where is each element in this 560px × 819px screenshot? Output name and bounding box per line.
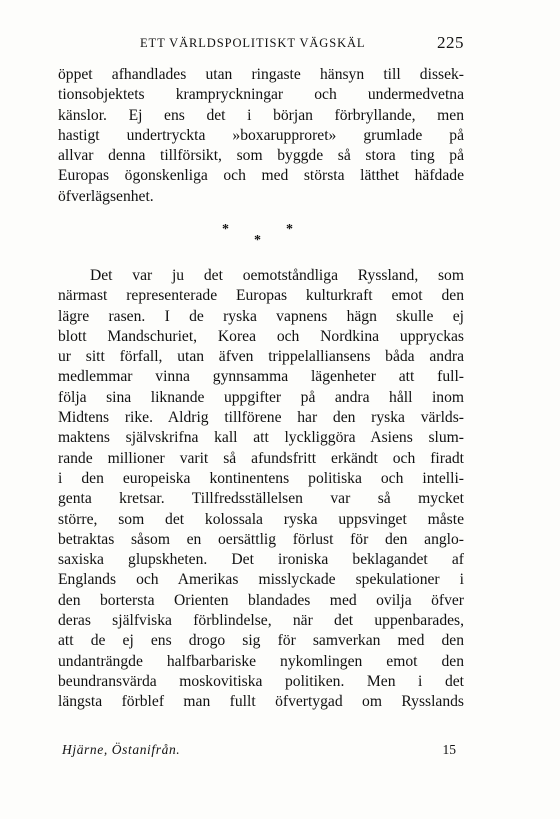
text-line: tionsobjektets krampryckningar och undermedvetna bbox=[58, 86, 464, 104]
text-line: lägre rasen. I de ryska vapnens hägn skulle ej bbox=[58, 307, 464, 325]
text-line: större, som det kolossala ryska uppsvinget måste bbox=[58, 510, 464, 528]
text-line: medlemmar vinna gynnsamma lägenheter att full- bbox=[58, 368, 464, 386]
asterisk: * bbox=[222, 222, 229, 237]
asterisk: * bbox=[254, 233, 261, 248]
text-line: följa sina liknande uppgifter på andra håll inom bbox=[58, 388, 464, 406]
running-title: ETT VÄRLDSPOLITISKT VÄGSKÄL bbox=[140, 36, 366, 50]
text-line: ur sitt förfall, utan äfven trippelalliansens båda andra bbox=[58, 348, 464, 366]
asterisk: * bbox=[286, 222, 293, 237]
text-line: deras själfviska förblindelse, när det uppenbarades, bbox=[58, 612, 464, 630]
paragraph-continuation bbox=[58, 65, 464, 207]
text-line: betraktas såsom en oersättlig förlust för den anglo- bbox=[58, 530, 464, 548]
section-break-asterism bbox=[216, 222, 306, 252]
signature-mark: Hjärne, Östanifrån. bbox=[62, 742, 181, 757]
text-line: blott Mandschuriet, Korea och Nordkina uppryckas bbox=[58, 327, 464, 345]
text-line: rande millioner varit så afundsfritt erkändt och firadt bbox=[58, 449, 464, 467]
text-line: att de ej ens drogo sig för samverkan med den bbox=[58, 632, 464, 650]
paragraph-main bbox=[58, 266, 464, 713]
page-footer bbox=[58, 742, 464, 762]
running-head bbox=[58, 33, 464, 54]
text-line: Europas ögonskenliga och med största lätthet häfdade bbox=[58, 167, 464, 185]
text-line: öppet afhandlades utan ringaste hänsyn till dissek- bbox=[58, 66, 464, 83]
page-number: 225 bbox=[437, 33, 464, 52]
text-line: i den europeiska kontinentens politiska och intelli- bbox=[58, 469, 464, 487]
text-line: beundransvärda moskovitiska politiken. Men i det bbox=[58, 672, 464, 690]
sheet-number: 15 bbox=[442, 742, 456, 757]
text-line: genta kretsar. Tillfredsställelsen var så mycket bbox=[58, 490, 464, 508]
text-line: maktens självskrifna kall att lyckliggöra Asiens slum- bbox=[58, 429, 464, 447]
text-line: allvar denna tillförsikt, som byggde så stora ting på bbox=[58, 147, 464, 165]
text-line: Det var ju det oemotståndliga Ryssland, som bbox=[90, 267, 464, 284]
text-line: längsta förblef man fullt öfvertygad om Rysslands bbox=[58, 693, 464, 711]
text-line: öfverlägsenhet. bbox=[58, 187, 154, 205]
text-line: Englands och Amerikas misslyckade spekulationer i bbox=[58, 571, 464, 589]
text-line: närmast representerade Europas kulturkraft emot den bbox=[58, 287, 464, 305]
text-line: undanträngde halfbarbariske nykomlingen emot den bbox=[58, 652, 464, 670]
text-line: känslor. Ej ens det i början förbryllande, men bbox=[58, 106, 464, 124]
text-line: saxiska glupskheten. Det ironiska beklagandet af bbox=[58, 551, 464, 569]
text-line: den bortersta Orienten blandades med ovilja öfver bbox=[58, 591, 464, 609]
text-line: hastigt undertryckta »boxarupproret» grumlade på bbox=[58, 126, 464, 144]
text-line: Midtens rike. Aldrig tillförene har den ryska världs- bbox=[58, 409, 464, 427]
